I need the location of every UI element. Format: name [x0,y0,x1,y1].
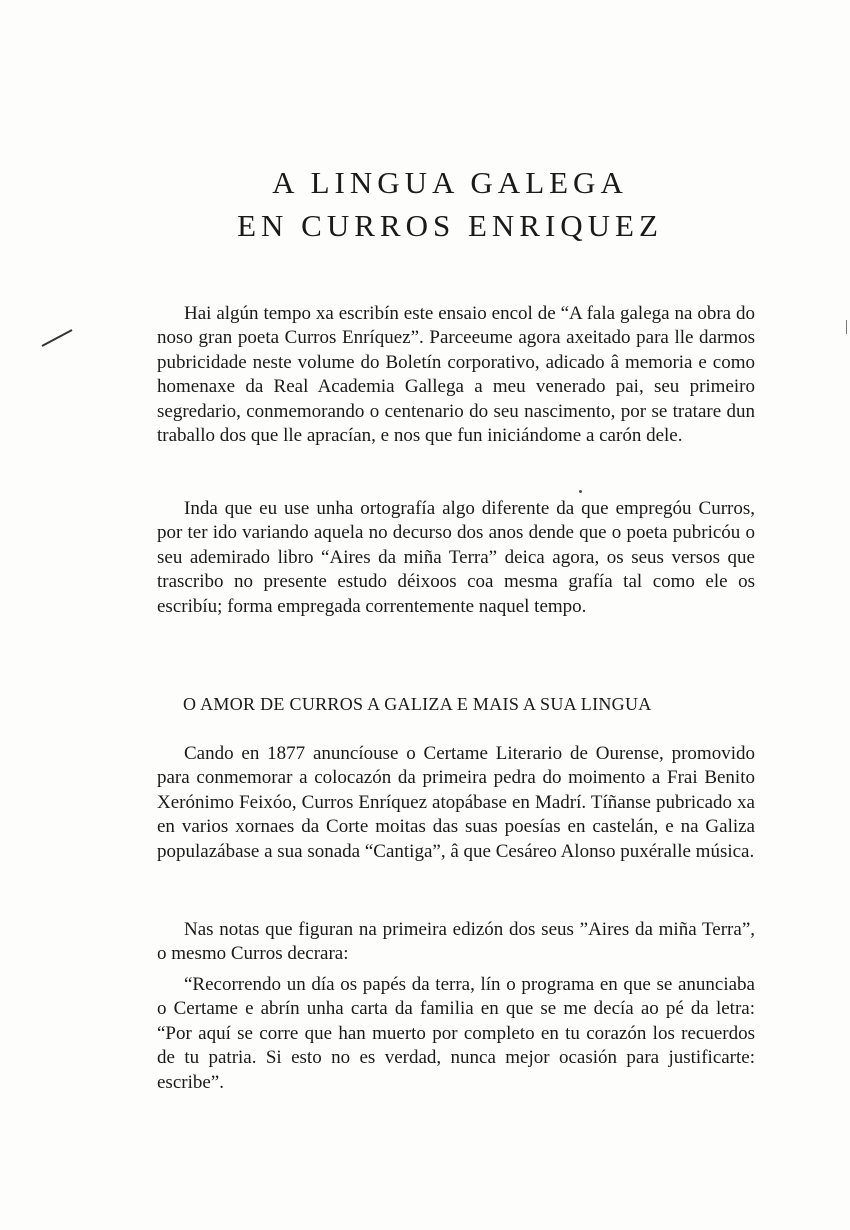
pencil-mark [42,329,73,347]
paragraph-notes: Nas notas que figuran na primeira edizón dos seus ”Aires da miña Terra”, o mesmo Curros decrara: [157,919,755,965]
ink-speck [579,490,582,493]
paragraph-orthography: Inda que eu use unha ortografía algo diferente da que empregóu Curros, por ter ido variando aquela no decurso dos anos dende que o poeta pubricóu o seu ademirado libro “Aires da miña Terra” deica agora, os seus versos que trascribo no presente estudo déixoos coa mesma grafía tal como ele os escribíu; forma empregada correntemente naquel tempo. [157,498,755,617]
margin-mark [846,320,847,334]
paragraph-certame: Cando en 1877 anuncíouse o Certame Literario de Ourense, promovido para conmemorar a colocazón da primeira pedra do moimento a Frai Benito Xerónimo Feixóo, Curros Enríquez atopábase en Madrí. Tíñanse pubricado xa en varios xornaes da Corte moitas das suas poesías en castelán, e na Galiza populazábase a sua sonada “Cantiga”, â que Cesáreo Alonso puxéralle música. [157,743,755,862]
section-heading: O AMOR DE CURROS A GALIZA E MAIS A SUA LINGUA [183,694,652,714]
paragraph-intro: Hai algún tempo xa escribín este ensaio encol de “A fala galega na obra do noso gran poeta Curros Enríquez”. Parceeume agora axeitado para lle darmos pubricidade neste volume do Boletín corporativo, adicado â memoria e como homenaxe da Real Academia Gallega a meu venerado pai, seu primeiro segredario, conmemorando o centenario do seu nascimento, por se tratare dun traballo dos que lle apracían, e nos que fun iniciándome a carón dele. [157,303,755,447]
title-line-2: EN CURROS ENRIQUEZ [237,208,663,243]
title-line-1: A LINGUA GALEGA [272,165,628,200]
quote-paragraph: “Recorrendo un día os papés da terra, lín o programa en que se anunciaba o Certame e abrín unha carta da familia en que se me decía ao pé da letra: “Por aquí se corre que han muerto por completo en tu corazón los recuerdos de tu patria. Si esto no es verdad, nunca mejor ocasión para justificarte: escribe”. [157,974,755,1093]
